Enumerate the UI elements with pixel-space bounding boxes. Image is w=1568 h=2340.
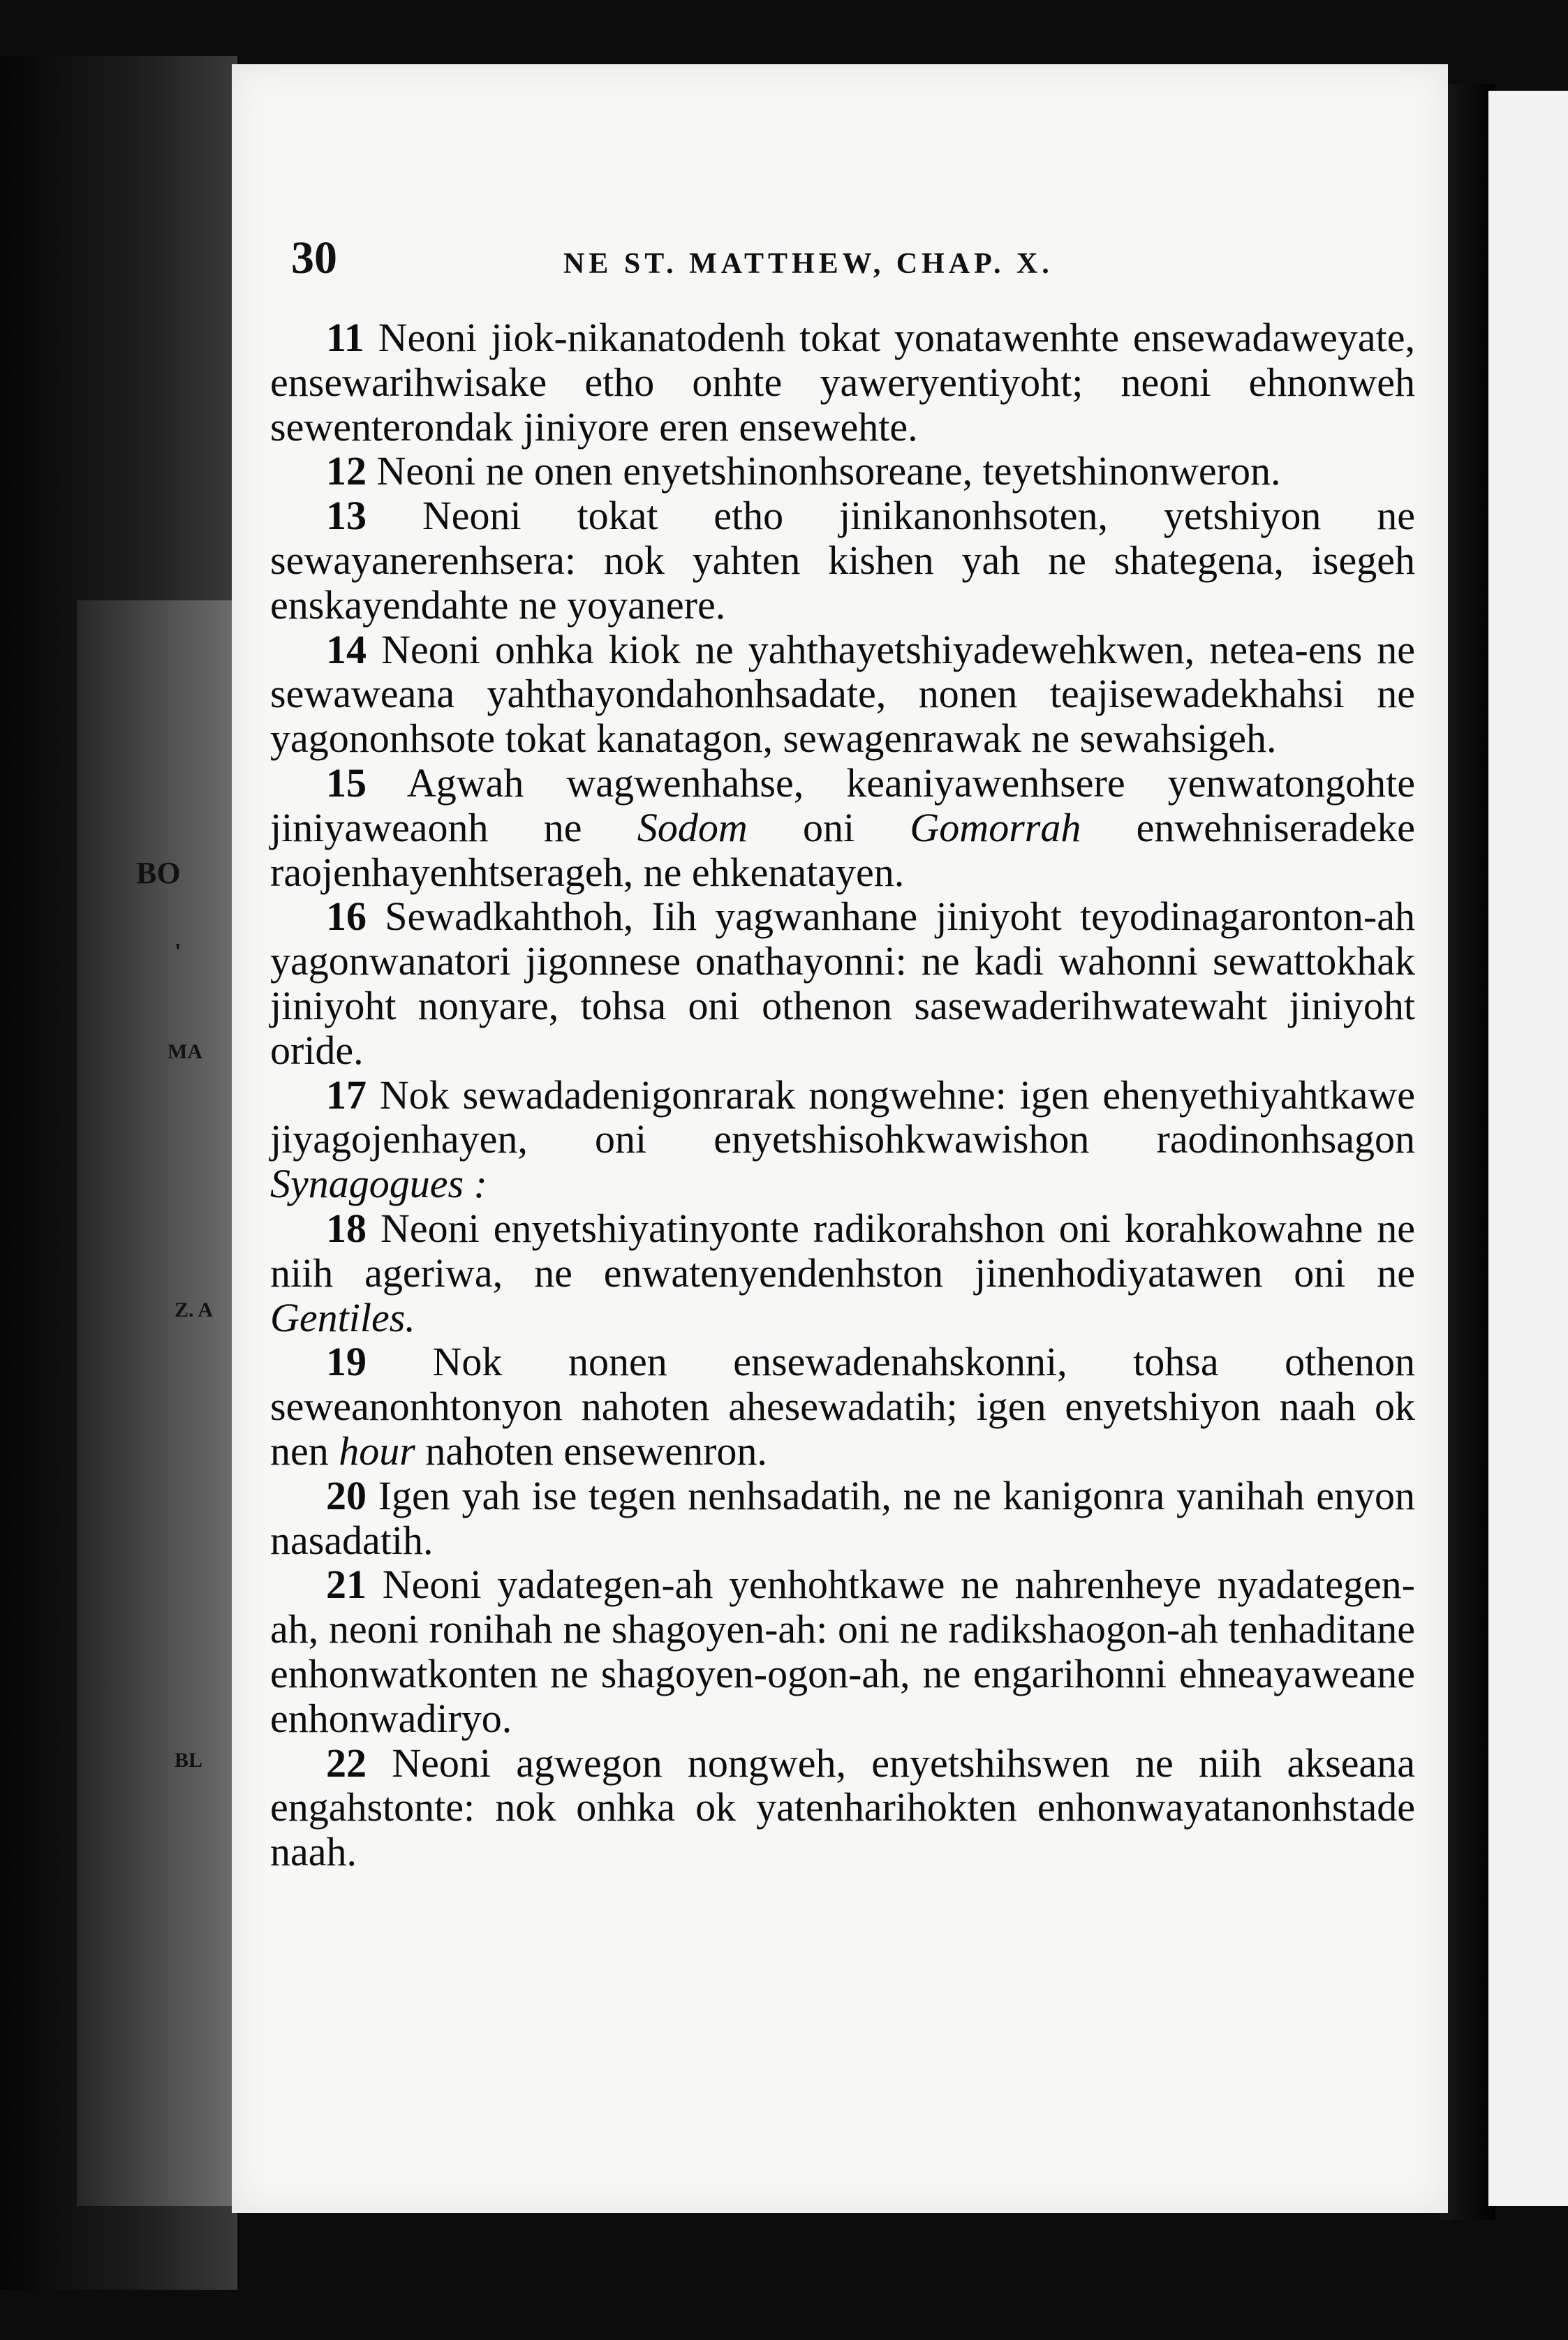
- verse-italic-text: Sodom: [637, 804, 748, 850]
- verse-number: 21: [326, 1562, 367, 1608]
- verse: [270, 316, 1415, 449]
- left-fragment-text: MA: [168, 1040, 202, 1063]
- verse-text: Agwah wagwenhahse, keaniyawenhsere yenwatongohte jiniyaweaonh ne: [270, 760, 1415, 850]
- verse-number: 14: [326, 626, 367, 672]
- verse-number: 19: [326, 1339, 367, 1385]
- verse-number: 18: [326, 1205, 367, 1251]
- left-fragment-text: BO: [136, 856, 181, 890]
- verse: [270, 1741, 1415, 1874]
- adjacent-page-fragment: [77, 600, 237, 2206]
- verse: [270, 1474, 1415, 1563]
- verse-text: Neoni ne onen enyetshinonhsoreane, teyetshinonweron.: [376, 448, 1281, 494]
- verse-text: Igen yah ise tegen nenhsadatih, ne ne kanigonra yanihah enyon nasadatih.: [270, 1472, 1416, 1563]
- verse-number: 15: [326, 760, 367, 806]
- verse: [270, 1340, 1415, 1473]
- verse-text: oni: [747, 804, 910, 850]
- verse-number: 13: [326, 493, 367, 539]
- adjacent-right-page: [1488, 91, 1568, 2206]
- verse: [270, 449, 1415, 494]
- verse-text: Neoni enyetshiyatinyonte radikorahshon oni korahkowahne ne niih ageriwa, ne enwatenyendenhston jinenhodiyatawen oni ne: [270, 1205, 1416, 1296]
- verse: [270, 1073, 1415, 1206]
- verse: [270, 494, 1415, 627]
- left-fragment-text: ': [175, 939, 182, 965]
- left-fragment-text: BL: [175, 1749, 203, 1772]
- verse-text: Sewadkahthoh, Iih yagwanhane jiniyoht teyodinagaronton-ah yagonwanatori jigonnese onathayonni: ne kadi wahonni sewattokhak jiniyoht nonyare, tohsa oni othenon sasewaderihwatewaht jiniyoht oride.: [270, 894, 1415, 1073]
- verse-number: 22: [326, 1740, 367, 1786]
- left-fragment-text: Z. A: [175, 1298, 214, 1321]
- verse-italic-text: Synagogues :: [270, 1161, 487, 1207]
- verse-number: 16: [326, 894, 367, 940]
- book-page: [232, 64, 1448, 2213]
- verse-text: Neoni onhka kiok ne yahthayetshiyadewehkwen, netea-ens ne sewaweana yahthayondahonhsadate, nonen teajisewadekhahsi ne yagononhsote tokat kanatagon, sewagenrawak ne sewahsigeh.: [270, 626, 1415, 762]
- verse-text: nahoten ensewenron.: [415, 1428, 767, 1474]
- verse-italic-text: hour: [339, 1428, 415, 1474]
- page-number: 30: [291, 232, 337, 283]
- verse-text: enwehniseradeke raojenhayenhtserageh, ne ehkenatayen.: [270, 804, 1415, 895]
- verse: [270, 628, 1415, 761]
- verse: [270, 1206, 1415, 1340]
- running-head: [291, 232, 1408, 295]
- verse-number: 20: [326, 1472, 367, 1518]
- verse-number: 12: [326, 448, 367, 494]
- verse-text: Neoni yadategen-ah yenhohtkawe ne nahrenheye nyadategen-ah, neoni ronihah ne shagoyen-ah: oni ne radikshaogon-ah tenhaditane enhonwatkonten ne shagoyen-ogon-ah, ne engarihonni ehneayaweane enhonwadiryo.: [270, 1562, 1415, 1741]
- verse: [270, 761, 1415, 894]
- verse-text: Neoni agwegon nongweh, enyetshihswen ne niih akseana engahstonte: nok onhka ok yatenharihokten enhonwayatanonhstade naah.: [270, 1740, 1415, 1875]
- verse-text: Neoni tokat etho jinikanonhsoten, yetshiyon ne sewayanerenhsera: nok yahten kishen yah ne shategena, isegeh enskayendahte ne yoyanere.: [270, 493, 1416, 628]
- verse-italic-text: Gentiles.: [270, 1294, 415, 1340]
- verse-number: 17: [326, 1072, 367, 1118]
- verse-text: Nok sewadadenigonrarak nongwehne: igen ehenyethiyahtkawe jiyagojenhayen, oni enyetshisohkwawishon raodinonhsagon: [270, 1072, 1416, 1162]
- verse: [270, 894, 1415, 1072]
- verse: [270, 1562, 1415, 1740]
- gutter-shadow: [1440, 84, 1495, 2220]
- running-title: NE ST. MATTHEW, CHAP. X.: [563, 248, 1053, 280]
- verse-number: 11: [326, 315, 364, 360]
- verse-italic-text: Gomorrah: [910, 804, 1081, 850]
- verse-text: Nok nonen ensewadenahskonni, tohsa othenon seweanonhtonyon nahoten ahesewadatih; igen enyetshiyon naah ok nen: [270, 1339, 1415, 1474]
- verse-text: Neoni jiok-nikanatodenh tokat yonatawenhte ensewadaweyate, ensewarihwisake etho onhte yaweryentiyoht; neoni ehnonweh sewenterondak jiniyore eren ensewehte.: [270, 315, 1415, 450]
- verse-text-block: [270, 316, 1415, 1874]
